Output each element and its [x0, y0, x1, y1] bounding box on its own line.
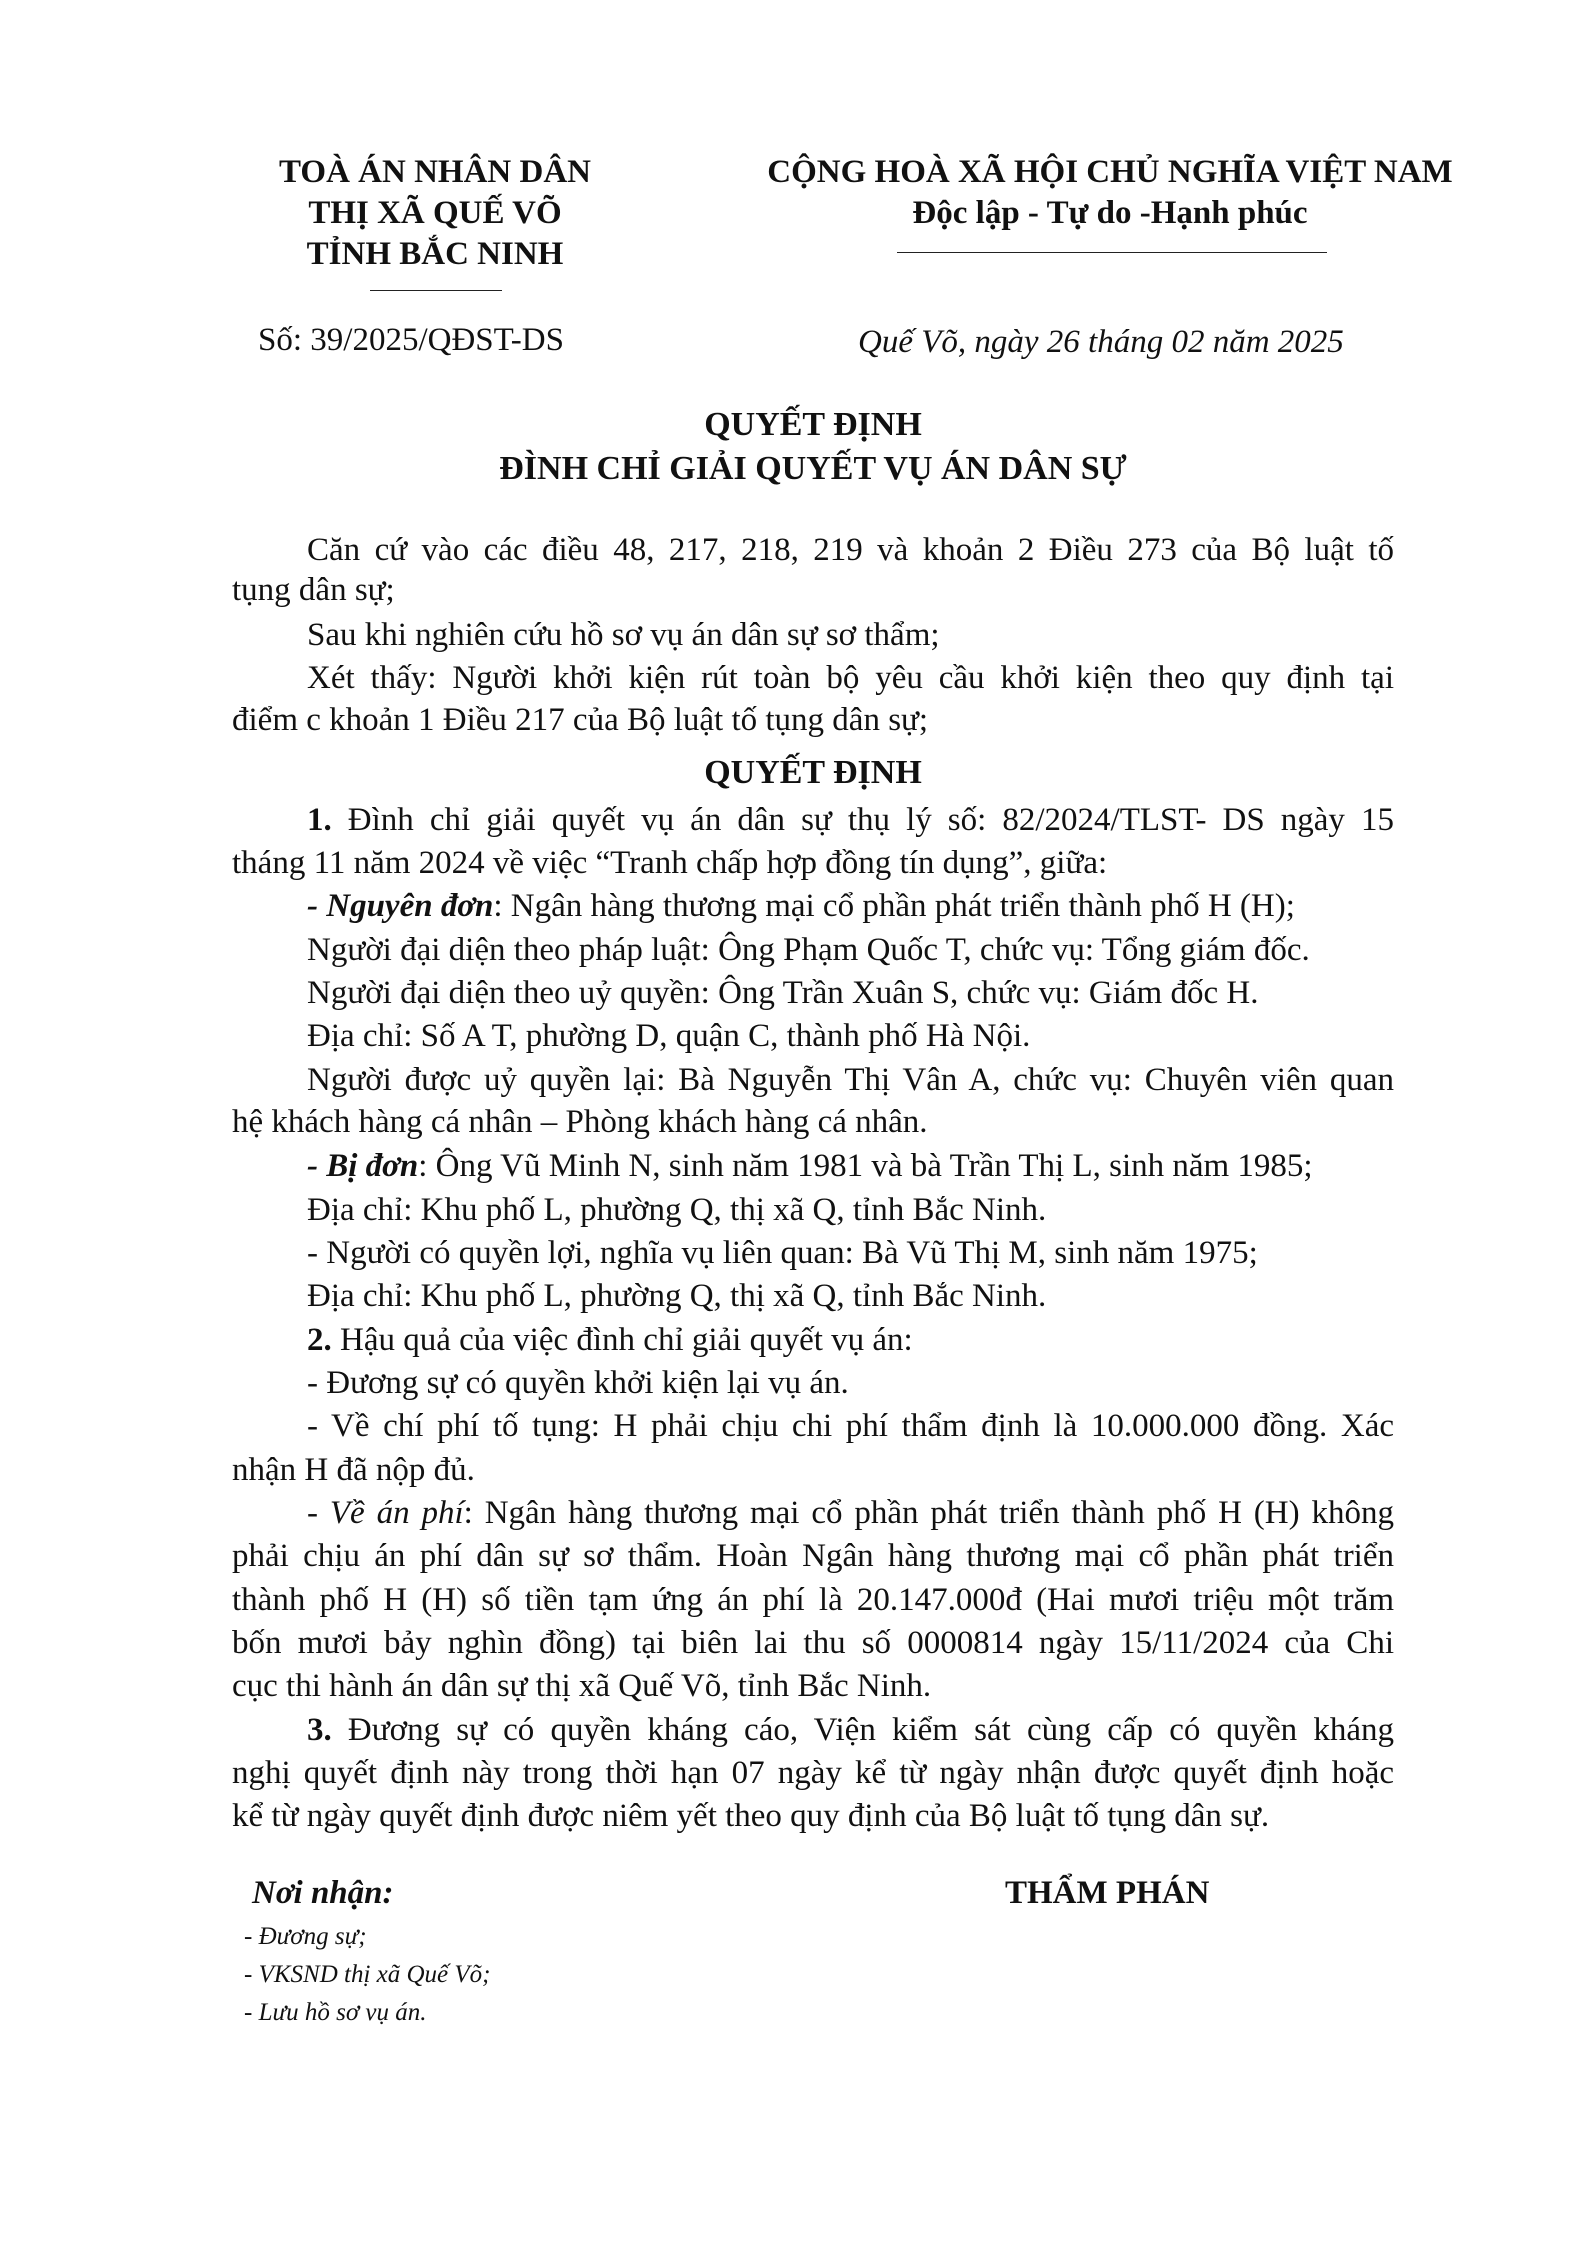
recipient-item: - Lưu hồ sơ vụ án.: [244, 1999, 427, 2026]
related-party: - Người có quyền lợi, nghĩa vụ liên quan: Bà Vũ Thị M, sinh năm 1975;: [307, 1235, 1258, 1271]
plaintiff-label: - Nguyên đơn: [307, 888, 494, 924]
doc-title: QUYẾT ĐỊNH: [704, 406, 922, 443]
court-fee-label: - Về án phí: [307, 1495, 464, 1531]
item2-line: phải chịu án phí dân sự sơ thẩm. Hoàn Ngân hàng thương mại cổ phần phát triển: [232, 1538, 1394, 1574]
plaintiff-detail: hệ khách hàng cá nhân – Phòng khách hàng cá nhân.: [232, 1104, 928, 1140]
recipients-list: [244, 1918, 490, 2032]
item2-line: nhận H đã nộp đủ.: [232, 1452, 475, 1488]
item2-line: [232, 1320, 1394, 1360]
recipient-item: - VKSND thị xã Quế Võ;: [244, 1961, 491, 1988]
plaintiff-detail: Người đại diện theo uỷ quyền: Ông Trần Xuân S, chức vụ: Giám đốc H.: [307, 975, 1259, 1011]
recipients-label: Nơi nhận:: [252, 1875, 394, 1911]
item2-number: 2.: [307, 1322, 332, 1358]
decision-heading: QUYẾT ĐỊNH: [704, 754, 922, 791]
preamble-line: tụng dân sự;: [232, 572, 395, 608]
defendant-label: - Bị đơn: [307, 1148, 419, 1184]
court-fee-text: : Ngân hàng thương mại cổ phần phát triển thành phố H (H) không: [463, 1495, 1395, 1531]
item3-line: nghị quyết định này trong thời hạn 07 ngày kể từ ngày nhận được quyết định hoặc: [232, 1755, 1394, 1791]
court-line: TOÀ ÁN NHÂN DÂN: [279, 154, 591, 190]
item2-line: - Về chí phí tố tụng: H phải chịu chi phí thẩm định là 10.000.000 đồng. Xác: [307, 1408, 1394, 1444]
court-fee-line: [232, 1493, 1394, 1533]
item1-text: Đình chỉ giải quyết vụ án dân sự thụ lý số: 82/2024/TLST- DS ngày 15: [331, 802, 1394, 838]
item1-line: [232, 800, 1394, 840]
plaintiff-detail: Người được uỷ quyền lại: Bà Nguyễn Thị Vân A, chức vụ: Chuyên viên quan: [307, 1062, 1394, 1098]
item2-line: - Đương sự có quyền khởi kiện lại vụ án.: [307, 1365, 849, 1401]
court-line: THỊ XÃ QUẾ VÕ: [308, 195, 562, 231]
defendant-detail: Địa chỉ: Khu phố L, phường Q, thị xã Q, tỉnh Bắc Ninh.: [307, 1192, 1047, 1228]
item3-line: kể từ ngày quyết định được niêm yết theo quy định của Bộ luật tố tụng dân sự.: [232, 1798, 1270, 1834]
recipient-item: - Đương sự;: [244, 1923, 367, 1950]
court-line: TỈNH BẮC NINH: [306, 236, 564, 272]
plaintiff-text: : Ngân hàng thương mại cổ phần phát triển thành phố H (H);: [493, 888, 1295, 924]
item2-line: bốn mươi bảy nghìn đồng) tại biên lai thu số 0000814 ngày 15/11/2024 của Chi: [232, 1625, 1394, 1661]
item2-line: cục thi hành án dân sự thị xã Quế Võ, tỉnh Bắc Ninh.: [232, 1668, 932, 1704]
place-date: Quế Võ, ngày 26 tháng 02 năm 2025: [858, 324, 1344, 360]
country-name: CỘNG HOÀ XÃ HỘI CHỦ NGHĨA VIỆT NAM: [767, 154, 1453, 190]
item1-line: tháng 11 năm 2024 về việc “Tranh chấp hợp đồng tín dụng”, giữa:: [232, 845, 1108, 881]
preamble-line: Xét thấy: Người khởi kiện rút toàn bộ yêu cầu khởi kiện theo quy định tại: [307, 660, 1394, 696]
related-party-address: Địa chỉ: Khu phố L, phường Q, thị xã Q, tỉnh Bắc Ninh.: [307, 1278, 1047, 1314]
item2-text: Hậu quả của việc đình chỉ giải quyết vụ án:: [331, 1322, 913, 1358]
court-name: [210, 152, 660, 275]
item1-number: 1.: [307, 802, 332, 838]
item3-text: Đương sự có quyền kháng cáo, Viện kiểm sát cùng cấp có quyền kháng: [331, 1712, 1394, 1748]
country-header: [720, 152, 1500, 234]
defendant-text: : Ông Vũ Minh N, sinh năm 1981 và bà Trần Thị L, sinh năm 1985;: [418, 1148, 1313, 1184]
motto-underline: [897, 252, 1327, 253]
doc-subtitle: ĐÌNH CHỈ GIẢI QUYẾT VỤ ÁN DÂN SỰ: [499, 450, 1127, 487]
signer-title: THẨM PHÁN: [1005, 1875, 1210, 1911]
preamble-line: Sau khi nghiên cứu hồ sơ vụ án dân sự sơ thẩm;: [307, 617, 940, 653]
plaintiff-detail: Người đại diện theo pháp luật: Ông Phạm Quốc T, chức vụ: Tổng giám đốc.: [307, 932, 1310, 968]
defendant-line: [232, 1146, 1394, 1186]
item3-line: [232, 1710, 1394, 1750]
preamble-line: điểm c khoản 1 Điều 217 của Bộ luật tố tụng dân sự;: [232, 702, 929, 738]
plaintiff-line: [232, 886, 1394, 926]
motto: Độc lập - Tự do -Hạnh phúc: [912, 195, 1308, 231]
item3-number: 3.: [307, 1712, 332, 1748]
preamble-line: Căn cứ vào các điều 48, 217, 218, 219 và khoản 2 Điều 273 của Bộ luật tố: [307, 532, 1394, 568]
item2-line: thành phố H (H) số tiền tạm ứng án phí là 20.147.000đ (Hai mươi triệu một trăm: [232, 1582, 1394, 1618]
decision-number: Số: 39/2025/QĐST-DS: [258, 322, 564, 358]
plaintiff-detail: Địa chỉ: Số A T, phường D, quận C, thành phố Hà Nội.: [307, 1018, 1031, 1054]
court-underline: [370, 290, 502, 291]
